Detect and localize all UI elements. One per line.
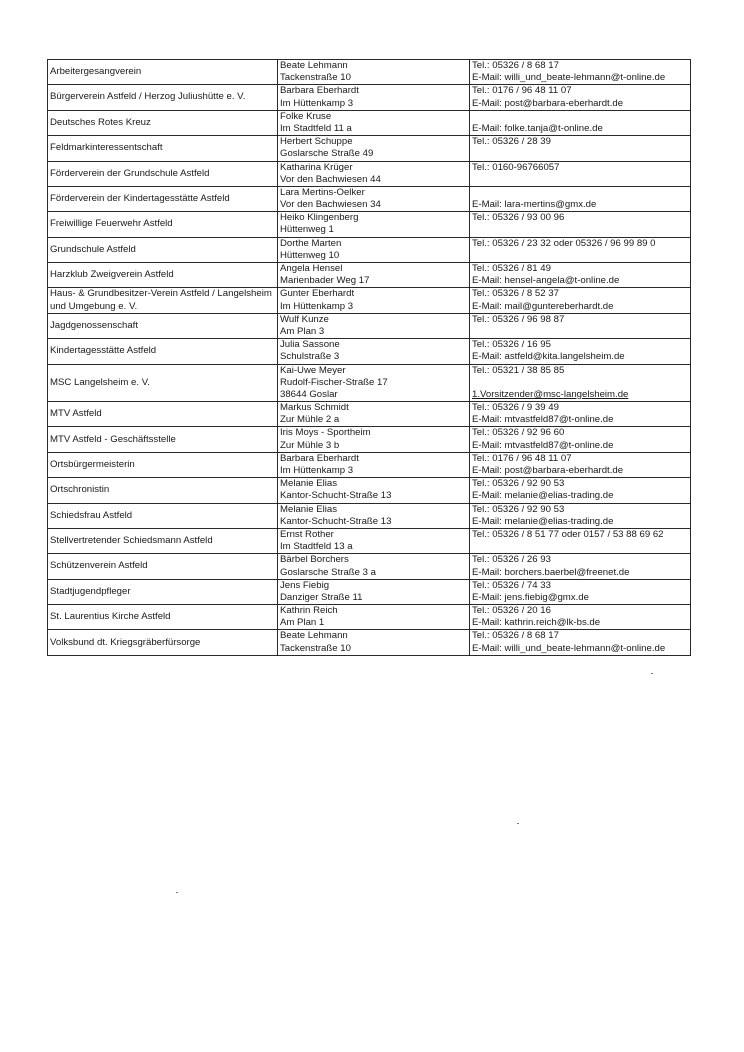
contact-cell [278, 554, 470, 579]
contact-address-line: Hüttenweg 1 [280, 224, 334, 236]
contact-details-cell [470, 402, 691, 427]
contact-details-cell [470, 579, 691, 604]
table-row [48, 136, 691, 161]
phone-number: Tel.: 05326 / 92 90 53 [472, 503, 565, 515]
contact-name: Beate Lehmann [280, 630, 348, 642]
contact-details-cell [470, 237, 691, 262]
contact-name: Wulf Kunze [280, 313, 329, 325]
contact-name: Ernst Rother [280, 528, 334, 540]
contact-cell [278, 263, 470, 288]
contact-address-line: Schulstraße 3 [280, 351, 340, 363]
contact-address-line: Im Hüttenkamp 3 [280, 97, 354, 109]
contact-name: Gunter Eberhardt [280, 288, 355, 300]
phone-number: Tel.: 05326 / 9 39 49 [472, 402, 559, 414]
organization-cell: Volksbund dt. Kriegsgräberfürsorge [48, 630, 278, 655]
contact-name: Beate Lehmann [280, 60, 348, 71]
table-row [48, 364, 691, 402]
organization-cell: MTV Astfeld [48, 402, 278, 427]
phone-number: Tel.: 05326 / 23 32 oder 05326 / 96 99 89 0 [472, 237, 656, 249]
contact-cell [278, 237, 470, 262]
contact-cell [278, 85, 470, 110]
contact-details-cell [470, 478, 691, 503]
organization-cell: Stadtjugendpfleger [48, 579, 278, 604]
table-row [48, 554, 691, 579]
details-line [472, 377, 688, 389]
contact-details-cell [470, 110, 691, 135]
organization-cell: Kindertagesstätte Astfeld [48, 339, 278, 364]
email-address[interactable]: E-Mail: hensel-angela@t-online.de [472, 275, 620, 287]
phone-number: Tel.: 0176 / 96 48 11 07 [472, 452, 572, 464]
contact-name: Herbert Schuppe [280, 136, 353, 148]
email-address[interactable]: E-Mail: astfeld@kita.langelsheim.de [472, 351, 625, 363]
phone-number: Tel.: 05326 / 8 52 37 [472, 288, 559, 300]
contact-details-cell [470, 212, 691, 237]
organization-cell: Schützenverein Astfeld [48, 554, 278, 579]
contact-name: Julia Sassone [280, 339, 340, 351]
email-address[interactable]: E-Mail: mtvastfeld87@t-online.de [472, 414, 614, 426]
phone-number: Tel.: 05326 / 92 96 60 [472, 427, 565, 439]
email-address[interactable]: E-Mail: melanie@elias-trading.de [472, 490, 614, 502]
contact-details-cell [470, 186, 691, 211]
scan-speck [176, 892, 178, 893]
details-line [472, 541, 688, 553]
contact-details-cell [470, 630, 691, 655]
contact-name: Heiko Klingenberg [280, 212, 359, 224]
email-address[interactable]: E-Mail: melanie@elias-trading.de [472, 515, 614, 527]
contact-cell [278, 136, 470, 161]
organization-cell: Jagdgenossenschaft [48, 313, 278, 338]
contact-address-line: Danziger Straße 11 [280, 591, 363, 603]
details-line [472, 326, 688, 338]
contact-address-line: Tackenstraße 10 [280, 642, 351, 654]
contact-address-line: Im Hüttenkamp 3 [280, 300, 354, 312]
organization-cell: Arbeitergesangverein [48, 60, 278, 85]
contact-cell [278, 478, 470, 503]
contact-address-line: Am Plan 1 [280, 617, 325, 629]
email-address[interactable]: E-Mail: willi_und_beate-lehmann@t-online.de [472, 72, 666, 84]
email-address[interactable]: E-Mail: mail@guntereberhardt.de [472, 300, 614, 312]
phone-number: Tel.: 05326 / 74 33 [472, 579, 551, 591]
phone-number: Tel.: 05326 / 92 90 53 [472, 478, 565, 490]
details-line [472, 111, 688, 123]
organization-cell: Haus- & Grundbesitzer-Verein Astfeld / Langelsheim und Umgebung e. V. [48, 288, 278, 313]
table-row [48, 263, 691, 288]
table-row [48, 528, 691, 553]
email-address[interactable]: E-Mail: willi_und_beate-lehmann@t-online.de [472, 642, 666, 654]
table-row [48, 579, 691, 604]
contact-cell [278, 288, 470, 313]
contact-details-cell [470, 339, 691, 364]
details-line [472, 187, 688, 199]
table-row [48, 186, 691, 211]
organization-cell: St. Laurentius Kirche Astfeld [48, 605, 278, 630]
contact-address-line: Zur Mühle 2 a [280, 414, 340, 426]
scan-speck [651, 673, 653, 674]
contact-name: Dorthe Marten [280, 237, 342, 249]
organization-cell: Grundschule Astfeld [48, 237, 278, 262]
contact-details-cell [470, 136, 691, 161]
organization-cell: Feldmarkinteressentschaft [48, 136, 278, 161]
contact-details-cell [470, 452, 691, 477]
contact-details-cell [470, 313, 691, 338]
table-row [48, 161, 691, 186]
contact-details-cell [470, 60, 691, 85]
table-row [48, 85, 691, 110]
phone-number: Tel.: 05326 / 81 49 [472, 263, 551, 274]
contact-details-cell [470, 364, 691, 402]
contact-cell [278, 212, 470, 237]
contact-name: Folke Kruse [280, 110, 332, 122]
contact-details-cell [470, 554, 691, 579]
email-address[interactable]: E-Mail: post@barbara-eberhardt.de [472, 97, 624, 109]
contact-address-line: Vor den Bachwiesen 34 [280, 199, 381, 211]
contact-details-cell [470, 263, 691, 288]
contact-name: Melanie Elias [280, 503, 338, 515]
phone-number: Tel.: 05326 / 28 39 [472, 136, 551, 148]
table-row [48, 288, 691, 313]
table-row [48, 427, 691, 452]
table-row [48, 503, 691, 528]
email-address[interactable]: E-Mail: kathrin.reich@lk-bs.de [472, 617, 601, 629]
email-address[interactable]: 1.Vorsitzender@msc-langelsheim.de [472, 388, 629, 400]
table-row [48, 605, 691, 630]
contact-details-cell [470, 528, 691, 553]
contact-cell [278, 402, 470, 427]
phone-number: Tel.: 05321 / 38 85 85 [472, 364, 565, 376]
contact-cell [278, 503, 470, 528]
contact-name: Barbara Eberhardt [280, 452, 359, 464]
scan-speck [517, 823, 519, 824]
contact-name: Lara Mertins-Oelker [280, 186, 365, 198]
contact-cell [278, 364, 470, 402]
table-row [48, 339, 691, 364]
contact-address-line: Goslarsche Straße 49 [280, 148, 374, 160]
contact-name: Iris Moys - Sportheim [280, 427, 371, 439]
email-address[interactable]: E-Mail: borchers.baerbel@freenet.de [472, 566, 630, 578]
contact-name: Markus Schmidt [280, 402, 349, 414]
table-row [48, 237, 691, 262]
contact-address-line: 38644 Goslar [280, 388, 338, 400]
contact-details-cell [470, 288, 691, 313]
contact-address-line: Im Stadtfeld 11 a [280, 122, 352, 134]
phone-number: Tel.: 05326 / 26 93 [472, 554, 551, 566]
contact-address-line: Zur Mühle 3 b [280, 439, 340, 451]
contact-cell [278, 110, 470, 135]
details-line [472, 174, 688, 186]
contact-name: Bärbel Borchers [280, 554, 349, 566]
details-line [472, 250, 688, 262]
organization-cell: Bürgerverein Astfeld / Herzog Juliushütte e. V. [48, 85, 278, 110]
contact-name: Kai-Uwe Meyer [280, 364, 346, 376]
contact-cell [278, 605, 470, 630]
table-row [48, 110, 691, 135]
organization-cell: Ortsbürgermeisterin [48, 452, 278, 477]
contact-details-cell [470, 161, 691, 186]
email-address[interactable]: E-Mail: post@barbara-eberhardt.de [472, 465, 624, 477]
contact-name: Kathrin Reich [280, 605, 338, 617]
contact-cell [278, 60, 470, 85]
organization-cell: Stellvertretender Schiedsmann Astfeld [48, 528, 278, 553]
contact-address-line: Tackenstraße 10 [280, 72, 351, 84]
contact-name: Melanie Elias [280, 478, 338, 490]
contact-details-cell [470, 503, 691, 528]
phone-number: Tel.: 0176 / 96 48 11 07 [472, 85, 572, 97]
table-row [48, 630, 691, 655]
contact-address-line: Im Stadtfeld 13 a [280, 541, 353, 553]
phone-number: Tel.: 05326 / 8 51 77 oder 0157 / 53 88 69 62 [472, 528, 664, 540]
contact-address-line: Hüttenweg 10 [280, 249, 340, 261]
table-row [48, 212, 691, 237]
email-address[interactable]: E-Mail: lara-mertins@gmx.de [472, 199, 597, 211]
email-address[interactable]: E-Mail: jens.fiebig@gmx.de [472, 591, 589, 603]
contact-name: Jens Fiebig [280, 579, 330, 591]
contact-address-line: Kantor-Schucht-Straße 13 [280, 490, 392, 502]
phone-number: Tel.: 05326 / 20 16 [472, 605, 551, 617]
organization-cell: Schiedsfrau Astfeld [48, 503, 278, 528]
contact-name: Barbara Eberhardt [280, 85, 359, 97]
organization-cell: Harzklub Zweigverein Astfeld [48, 263, 278, 288]
contacts-table [47, 59, 691, 656]
contact-cell [278, 339, 470, 364]
organization-cell: Ortschronistin [48, 478, 278, 503]
contact-address-line: Marienbader Weg 17 [280, 275, 370, 287]
organization-cell: Freiwillige Feuerwehr Astfeld [48, 212, 278, 237]
phone-number: Tel.: 0160-96766057 [472, 161, 560, 173]
contact-address-line: Rudolf-Fischer-Straße 17 [280, 376, 388, 388]
phone-number: Tel.: 05326 / 93 00 96 [472, 212, 565, 224]
contact-cell [278, 452, 470, 477]
contact-address-line: Vor den Bachwiesen 44 [280, 173, 381, 185]
organization-cell: Förderverein der Kindertagesstätte Astfeld [48, 186, 278, 211]
email-address[interactable]: E-Mail: folke.tanja@t-online.de [472, 122, 603, 134]
table-row [48, 60, 691, 85]
organization-cell: MSC Langelsheim e. V. [48, 364, 278, 402]
contact-name: Katharina Krüger [280, 161, 353, 173]
table-row [48, 478, 691, 503]
table-row [48, 402, 691, 427]
contact-details-cell [470, 85, 691, 110]
details-line [472, 148, 688, 160]
contacts-table-body [48, 60, 691, 656]
phone-number: Tel.: 05326 / 8 68 17 [472, 60, 559, 71]
contact-address-line: Im Hüttenkamp 3 [280, 465, 354, 477]
phone-number: Tel.: 05326 / 96 98 87 [472, 313, 565, 325]
contact-cell [278, 579, 470, 604]
organization-cell: MTV Astfeld - Geschäftsstelle [48, 427, 278, 452]
contact-address-line: Goslarsche Straße 3 a [280, 566, 376, 578]
table-row [48, 313, 691, 338]
contact-address-line: Kantor-Schucht-Straße 13 [280, 515, 392, 527]
contact-details-cell [470, 427, 691, 452]
contact-cell [278, 161, 470, 186]
contact-name: Angela Hensel [280, 263, 343, 274]
contact-address-line: Am Plan 3 [280, 325, 325, 337]
contact-cell [278, 630, 470, 655]
phone-number: Tel.: 05326 / 8 68 17 [472, 630, 559, 642]
details-line [472, 224, 688, 236]
contact-details-cell [470, 605, 691, 630]
contact-cell [278, 186, 470, 211]
organization-cell: Deutsches Rotes Kreuz [48, 110, 278, 135]
phone-number: Tel.: 05326 / 16 95 [472, 339, 551, 351]
contact-cell [278, 528, 470, 553]
contact-cell [278, 313, 470, 338]
table-row [48, 452, 691, 477]
organization-cell: Förderverein der Grundschule Astfeld [48, 161, 278, 186]
contact-cell [278, 427, 470, 452]
email-address[interactable]: E-Mail: mtvastfeld87@t-online.de [472, 439, 614, 451]
